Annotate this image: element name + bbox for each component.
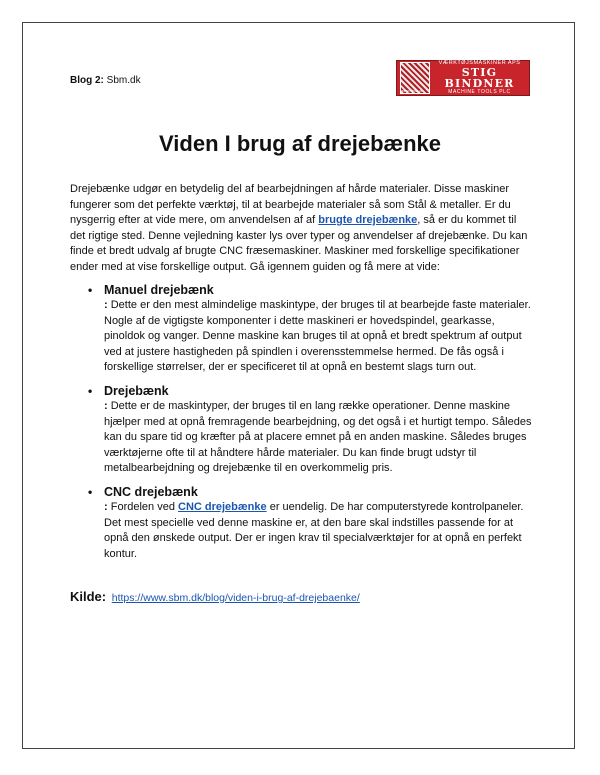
bullet-icon: • [88, 283, 93, 297]
blog-header [70, 75, 141, 86]
section-heading [88, 384, 532, 398]
logo-top-line: VÆRKTØJSMASKINER APS [438, 59, 521, 66]
logo-url: www.sbm.dk [401, 88, 424, 93]
section-manuel-drejebaenk [70, 283, 532, 376]
source-label: Kilde: [70, 589, 107, 604]
section-heading-text: Drejebænk [104, 384, 169, 398]
blog-label: Blog 2: [70, 75, 104, 86]
section-body [104, 399, 532, 477]
logo-bottom-line: MACHINE TOOLS PLC [448, 89, 511, 96]
section-cnc-drejebaenk [70, 485, 532, 562]
section-text: Dette er de maskintyper, der bruges til en lang række operationer. Denne maskine hjælper med at opnå fremragende bearbejdning, og det også i et hurtigt tempo. Således kan du spare tid og kræfter på at placere emnet på en anden maskine. Således bruges værktøjerne ofte til at håndtere hårde materialer. Du kan finde brugt udstyr til metalbearbejdning og drejebænke til en overkommelig pris. [104, 400, 532, 475]
section-heading [88, 283, 532, 297]
intro-paragraph [70, 182, 532, 276]
logo-name: STIG BINDNER [444, 66, 515, 91]
section-heading-text: CNC drejebænk [104, 485, 198, 499]
section-text-after: er uendelig. De har computerstyrede kontrolpaneler. Det mest specielle ved denne maskine er, at den bare skal indstilles passende for at opnå den ønskede output. Der er ingen krav til specialværktøjer for at opnå en perfekt kontur. [104, 501, 524, 560]
section-colon: : [104, 400, 108, 412]
intro-text-after: , så er du kommet til det rigtige sted. Denne vejledning kaster lys over typer og anvendelser af drejebænke. Du kan finde et bredt udvalg af brugte CNC fræsemaskiner. Maskiner med forskellige specifikationer ender med at vise forskellige output. Gå igennem guiden og få mere at vide: [70, 214, 528, 273]
company-logo [396, 60, 530, 96]
bullet-icon: • [88, 384, 93, 398]
section-body [104, 500, 532, 562]
intro-text-before: Drejebænke udgør en betydelig del af bearbejdningen af hårde materialer. Disse maskiner fungerer som det perfekte værktøj, til at bearbejde materialer så som Stål & metaller. Er du nysgerrig efter at vide mere, om anvendelsen af af [70, 183, 511, 227]
section-drejebaenk [70, 384, 532, 477]
source-line [70, 589, 360, 604]
section-colon: : [104, 299, 108, 311]
brugte-drejebaenke-link[interactable]: brugte drejebænke [318, 214, 418, 227]
section-heading-text: Manuel drejebænk [104, 283, 214, 297]
section-body [104, 298, 532, 376]
blog-site: Sbm.dk [106, 75, 141, 86]
section-colon: : [104, 501, 108, 513]
section-text: Dette er den mest almindelige maskintype, der bruges til at bearbejde faste materialer. Nogle af de vigtigste komponenter i dette maskineri er hovedspindel, gearkasse, pinoldok og vanger. Denne maskine kan bruges til at opnå et bredt spektrum af output ved at justere hastigheden på spindlen i overensstemmelse hermed. De fås også i forskellige størrelser, der er specificeret til at opnå en bestemt slags turn out. [104, 299, 531, 374]
page-title: Viden I brug af drejebænke [159, 131, 441, 156]
source-url-link[interactable]: https://www.sbm.dk/blog/viden-i-brug-af-drejebaenke/ [111, 592, 360, 604]
section-text-before: Fordelen ved [107, 501, 178, 513]
section-heading [88, 485, 532, 499]
bullet-icon: • [88, 485, 93, 499]
cnc-drejebaenke-link[interactable]: CNC drejebænke [178, 501, 267, 513]
logo-text [430, 61, 529, 96]
